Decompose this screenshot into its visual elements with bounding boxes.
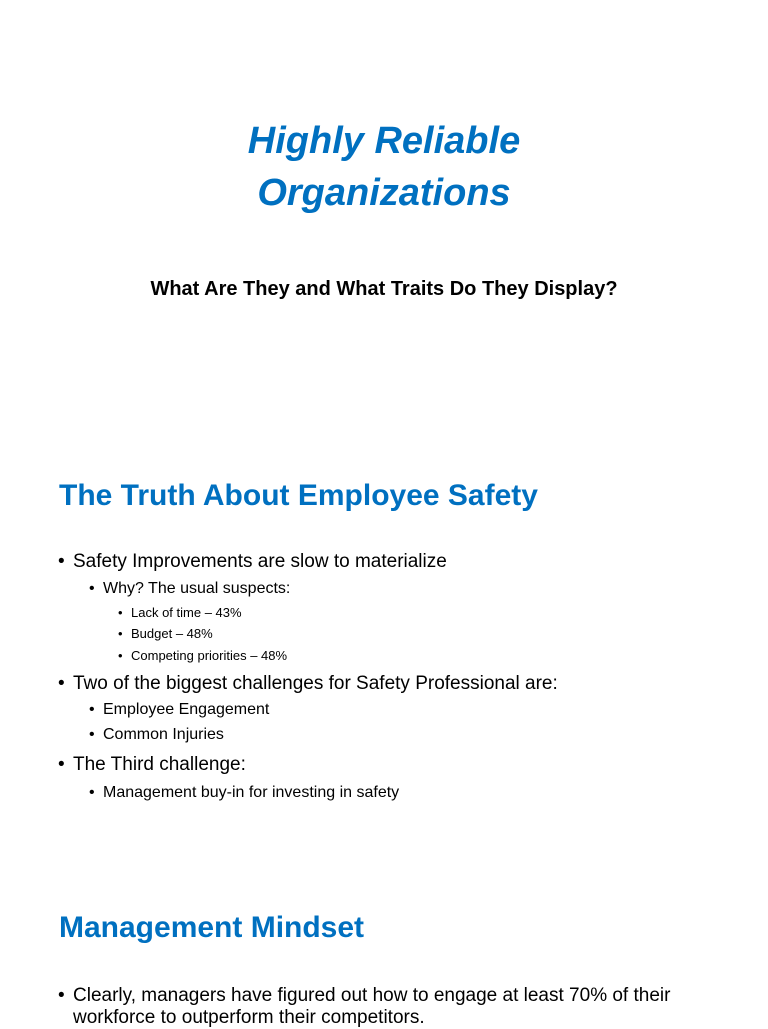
presentation-title: [0, 115, 768, 219]
title-slide: [0, 0, 768, 420]
bullet-icon: •: [58, 551, 65, 572]
bullet-icon: •: [89, 580, 95, 597]
bullet-item: [89, 724, 224, 745]
bullet-icon: •: [58, 754, 65, 775]
management-mindset-slide: [0, 864, 768, 1028]
bullet-item: [89, 782, 400, 803]
bullet-text: Clearly, managers have figured out how to engage at least 70% of their workforce to outperform their competitors.: [73, 985, 671, 1028]
slide-title: The Truth About Employee Safety: [59, 479, 538, 512]
bullet-item: [58, 550, 447, 574]
bullet-text: Common Injuries: [103, 726, 224, 743]
bullet-text: Lack of time – 43%: [131, 605, 242, 620]
bullet-text: Employee Engagement: [103, 701, 270, 718]
bullet-icon: •: [89, 726, 95, 743]
bullet-item: [118, 604, 242, 621]
bullet-item: [89, 699, 270, 720]
slide-title: Management Mindset: [59, 911, 365, 944]
bullet-item: [58, 985, 713, 1029]
bullet-icon: •: [118, 626, 123, 641]
bullet-item: [58, 753, 246, 777]
bullet-icon: •: [58, 985, 65, 1006]
bullet-icon: •: [58, 673, 65, 694]
bullet-text: The Third challenge:: [73, 754, 246, 775]
bullet-text: Why? The usual suspects:: [103, 580, 291, 597]
bullet-icon: •: [89, 701, 95, 718]
title-line-2: Organizations: [257, 172, 511, 214]
title-line-1: Highly Reliable: [247, 120, 521, 162]
bullet-item: [58, 672, 558, 696]
bullet-text: Management buy-in for investing in safety: [103, 784, 400, 801]
bullet-text: Competing priorities – 48%: [131, 648, 288, 663]
bullet-text: Budget – 48%: [131, 626, 213, 641]
bullet-text: Two of the biggest challenges for Safety Professional are:: [73, 673, 558, 694]
bullet-item: [89, 578, 291, 599]
bullet-icon: •: [89, 784, 95, 801]
bullet-icon: •: [118, 605, 123, 620]
bullet-item: [118, 625, 213, 642]
bullet-text: Safety Improvements are slow to materialize: [73, 551, 447, 572]
presentation-subtitle: What Are They and What Traits Do They Display?: [150, 278, 618, 300]
bullet-icon: •: [118, 648, 123, 663]
bullet-item: [118, 647, 288, 664]
employee-safety-slide: [0, 432, 768, 852]
